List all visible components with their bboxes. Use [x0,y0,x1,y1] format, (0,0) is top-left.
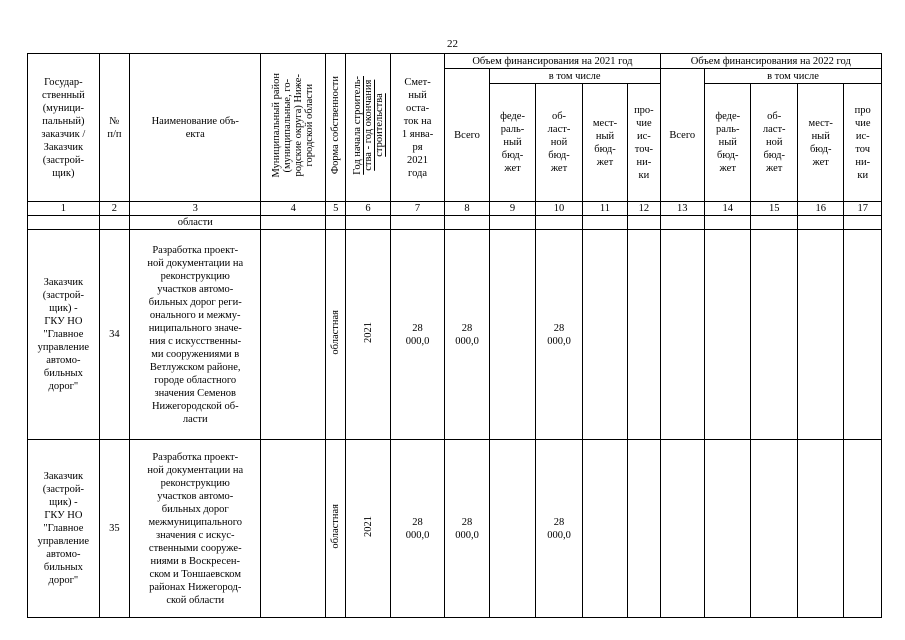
header-construction-years: Год начала строитель- ства - год окончания строительства [346,54,390,202]
row-customer: Заказчик (застрой- щик) - ГКУ НО "Главное управление автомо- бильных дорог" [28,440,100,618]
row-object-name: Разработка проект- ной документации на реконструкцию участков автомо- бильных дорог реги- онального и межму- ниципального значе- ния с искусственны- ми сооружениями в Ветлужском районе, городе областного значения Семенов Нижегородской об- ласти [130,230,261,440]
row-total-2022 [660,440,704,618]
table-row [28,440,882,618]
row-local-2021 [582,230,627,440]
row-object-name: Разработка проект- ной документации на реконструкцию участков автомо- бильных дорог межмуниципального значения с искус- ственными сооруже- ниями в Воскресен- ском и Тоншаевском районах Нижегород- ской области [130,440,261,618]
header-number: № п/п [99,54,129,202]
row-federal-2021 [489,230,535,440]
header-ownership: Форма собственности [326,54,346,202]
row-total-2021: 28 000,0 [445,230,489,440]
row-other-2022 [844,230,882,440]
row-other-2021 [628,440,660,618]
header-total-2022: Всего [660,69,704,202]
column-number: 1 [28,202,100,216]
column-number: 7 [390,202,445,216]
header-regional-2022: об- ласт- ной бюд- жет [751,84,797,202]
row-district [261,230,326,440]
header-total-2021: Всего [445,69,489,202]
row-year: 2021 [346,440,390,618]
row-ownership: областная [326,230,346,440]
header-other-2021: про- чие ис- точ- ни- ки [628,84,660,202]
column-number: 11 [582,202,627,216]
financing-table [27,53,882,618]
page-number: 22 [447,38,458,50]
continuation-row [28,216,882,230]
row-total-2022 [660,230,704,440]
row-other-2021 [628,230,660,440]
column-number: 6 [346,202,390,216]
header-district: Муниципальный район (муниципальные, го- родские округа) Ниже- городской области [261,54,326,202]
row-estimate: 28 000,0 [390,230,445,440]
header-federal-2021: феде- раль- ный бюд- жет [489,84,535,202]
continuation-text: области [130,216,261,230]
column-number: 13 [660,202,704,216]
column-number: 9 [489,202,535,216]
header-including-2022: в том числе [705,69,882,84]
row-local-2022 [797,440,843,618]
column-number: 4 [261,202,326,216]
column-number: 15 [751,202,797,216]
column-number: 10 [536,202,582,216]
header-customer: Государ- ственный (муници- пальный) заказчик / Заказчик (застрой- щик) [28,54,100,202]
column-number: 14 [705,202,751,216]
header-local-2022: мест- ный бюд- жет [797,84,843,202]
row-number: 34 [99,230,129,440]
row-local-2022 [797,230,843,440]
row-year: 2021 [346,230,390,440]
row-regional-2021: 28 000,0 [536,440,582,618]
row-federal-2022 [705,230,751,440]
column-number: 17 [844,202,882,216]
row-federal-2022 [705,440,751,618]
header-object-name: Наименование объ- екта [130,54,261,202]
column-number: 12 [628,202,660,216]
header-including-2021: в том числе [489,69,660,84]
row-federal-2021 [489,440,535,618]
header-regional-2021: об- ласт- ной бюд- жет [536,84,582,202]
row-total-2021: 28 000,0 [445,440,489,618]
column-number: 8 [445,202,489,216]
row-number: 35 [99,440,129,618]
column-number: 2 [99,202,129,216]
column-number: 16 [797,202,843,216]
row-local-2021 [582,440,627,618]
header-other-2022: про чие ис- точ ни- ки [844,84,882,202]
row-estimate: 28 000,0 [390,440,445,618]
table-row [28,230,882,440]
header-federal-2022: феде- раль- ный бюд- жет [705,84,751,202]
header-estimate-balance: Смет- ный оста- ток на 1 янва- ря 2021 года [390,54,445,202]
row-ownership: областная [326,440,346,618]
column-number-row [28,202,882,216]
header-financing-2021: Объем финансирования на 2021 год [445,54,660,69]
column-number: 5 [326,202,346,216]
row-regional-2021: 28 000,0 [536,230,582,440]
row-customer: Заказчик (застрой- щик) - ГКУ НО "Главное управление автомо- бильных дорог" [28,230,100,440]
header-local-2021: мест- ный бюд- жет [582,84,627,202]
column-number: 3 [130,202,261,216]
header-financing-2022: Объем финансирования на 2022 год [660,54,881,69]
row-other-2022 [844,440,882,618]
row-regional-2022 [751,440,797,618]
row-district [261,440,326,618]
row-regional-2022 [751,230,797,440]
